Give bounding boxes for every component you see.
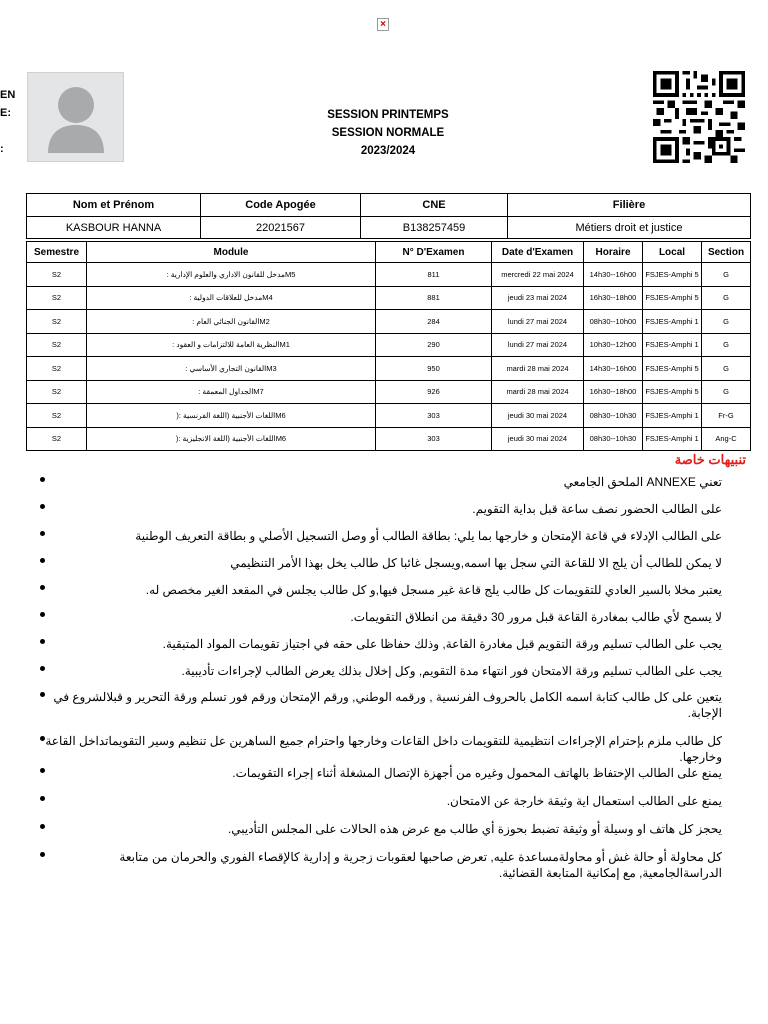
- row-exam-number: 881: [376, 286, 492, 310]
- student-info-table: [26, 193, 751, 239]
- note-text: يمنع على الطالب استعمال اية وثيقة خارجة عن الامتحان.: [446, 794, 722, 808]
- bullet-icon: [40, 796, 45, 801]
- row-section: G: [702, 333, 751, 357]
- row-local: FSJES-Amphi 5: [643, 263, 702, 287]
- bullet-icon: [40, 692, 45, 697]
- side-label-2: E:: [0, 107, 11, 119]
- bullet-icon: [40, 768, 45, 773]
- exam-row: [27, 404, 751, 428]
- row-horaire: 08h30--10h00: [584, 310, 643, 334]
- student-photo-placeholder: [27, 72, 124, 162]
- row-exam-date: mardi 28 mai 2024: [492, 380, 584, 404]
- row-semestre: S2: [27, 404, 87, 428]
- bullet-icon: [40, 666, 45, 671]
- row-module: M3القانون التجاري الأساسي :: [87, 357, 376, 381]
- note-item: [40, 555, 722, 571]
- exam-row: [27, 310, 751, 334]
- row-semestre: S2: [27, 286, 87, 310]
- row-horaire: 10h30--12h00: [584, 333, 643, 357]
- row-module: M7الجداول المعمقة :: [87, 380, 376, 404]
- row-exam-number: 811: [376, 263, 492, 287]
- bullet-icon: [40, 558, 45, 563]
- row-section: G: [702, 286, 751, 310]
- row-local: FSJES-Amphi 1: [643, 427, 702, 451]
- exam-row: [27, 333, 751, 357]
- exam-row: [27, 357, 751, 381]
- row-horaire: 16h30--18h00: [584, 380, 643, 404]
- row-exam-date: jeudi 30 mai 2024: [492, 427, 584, 451]
- qr-code-icon: [650, 71, 748, 163]
- session-header: [300, 106, 476, 160]
- row-semestre: S2: [27, 427, 87, 451]
- row-module: M1النظرية العامة للالتزامات و العقود :: [87, 333, 376, 357]
- side-label-3: :: [0, 143, 4, 155]
- note-item: [40, 793, 722, 809]
- row-local: FSJES-Amphi 5: [643, 357, 702, 381]
- row-local: FSJES-Amphi 5: [643, 380, 702, 404]
- note-text: كل طالب ملزم بإحترام الإجراءات انتظيمية للتقويمات داخل القاعات وخارجها واحترام جميع الساهرين عل تنظيم وسير التقويماتداخل القاعة وخارجها.: [45, 734, 722, 764]
- note-item: [40, 609, 722, 625]
- note-item: [40, 528, 722, 544]
- row-exam-date: lundi 27 mai 2024: [492, 310, 584, 334]
- row-semestre: S2: [27, 310, 87, 334]
- row-exam-date: lundi 27 mai 2024: [492, 333, 584, 357]
- bullet-icon: [40, 612, 45, 617]
- row-local: FSJES-Amphi 1: [643, 310, 702, 334]
- row-section: Ang-C: [702, 427, 751, 451]
- note-item: [40, 501, 722, 517]
- student-info-row: [27, 217, 751, 239]
- notes-title: تنبيهات خاصة: [674, 452, 746, 467]
- row-section: G: [702, 310, 751, 334]
- row-section: Fr-G: [702, 404, 751, 428]
- exam-row: [27, 286, 751, 310]
- row-module: M6اللغات الأجنبية (اللغة الانجليزية :(: [87, 427, 376, 451]
- note-text: تعني ANNEXE الملحق الجامعي: [563, 475, 722, 489]
- row-exam-date: mercredi 22 mai 2024: [492, 263, 584, 287]
- note-text: لا يمكن للطالب أن يلج الا للقاعة التي سجل بها اسمه,ويسجل غائبا كل طالب يخل بهذا الأمر التنظيمي: [230, 556, 722, 570]
- avatar-icon: [28, 73, 124, 162]
- student-filiere: Métiers droit et justice: [508, 217, 751, 239]
- note-item: [40, 849, 722, 881]
- row-module: M6اللغات الأجنبية (اللغة الفرنسية :(: [87, 404, 376, 428]
- row-horaire: 08h30--10h30: [584, 404, 643, 428]
- row-section: G: [702, 263, 751, 287]
- student-cne: B138257459: [361, 217, 508, 239]
- notes-list: [40, 474, 722, 881]
- row-exam-number: 284: [376, 310, 492, 334]
- note-item: [40, 474, 722, 490]
- row-exam-date: jeudi 30 mai 2024: [492, 404, 584, 428]
- row-semestre: S2: [27, 263, 87, 287]
- header-local: Local: [643, 242, 702, 263]
- note-item: [40, 821, 722, 837]
- note-text: يعتبر مخلا بالسير العادي للتقويمات كل طالب يلج قاعة غير مسجل فيها,و كل طالب يجلس في المقعد الغير مخصص له.: [145, 583, 722, 597]
- row-exam-date: mardi 28 mai 2024: [492, 357, 584, 381]
- broken-image-icon: ×: [377, 18, 389, 31]
- exam-header-row: [27, 242, 751, 263]
- note-text: يمنع على الطالب الإحتفاظ بالهاتف المحمول وغيره من أجهزة الإتصال المشغلة أثناء إجراء التقويمات.: [232, 766, 722, 780]
- row-local: FSJES-Amphi 5: [643, 286, 702, 310]
- header-filiere: Filière: [508, 194, 751, 217]
- row-exam-number: 926: [376, 380, 492, 404]
- row-horaire: 08h30--10h30: [584, 427, 643, 451]
- session-type: SESSION NORMALE: [331, 127, 445, 139]
- note-text: يتعين على كل طالب كتابة اسمه الكامل بالحروف الفرنسية , ورقمه الوطني, ورقم الإمتحان ورقم فور تسلم ورقة التحرير و قبلالشروع في الإجابة.: [53, 690, 722, 720]
- row-horaire: 16h30--18h00: [584, 286, 643, 310]
- exam-row: [27, 263, 751, 287]
- bullet-icon: [40, 477, 45, 482]
- row-exam-number: 303: [376, 404, 492, 428]
- exam-row: [27, 380, 751, 404]
- row-semestre: S2: [27, 380, 87, 404]
- note-item: [40, 636, 722, 652]
- note-text: على الطالب الحضور نصف ساعة قبل بداية التقويم.: [472, 502, 722, 516]
- note-item: [40, 733, 722, 765]
- header-code-apogee: Code Apogée: [201, 194, 361, 217]
- bullet-icon: [40, 504, 45, 509]
- row-exam-number: 303: [376, 427, 492, 451]
- side-label-1: EN: [0, 89, 16, 101]
- row-module: M4مدخل للعلاقات الدولية :: [87, 286, 376, 310]
- bullet-icon: [40, 585, 45, 590]
- bullet-icon: [40, 639, 45, 644]
- row-exam-number: 290: [376, 333, 492, 357]
- row-semestre: S2: [27, 333, 87, 357]
- note-text: يجب على الطالب تسليم ورقة التقويم قبل مغادرة القاعة, وذلك حفاظا على حقه في اجتياز تقويمات المواد المتبقية.: [162, 637, 722, 651]
- session-season: SESSION PRINTEMPS: [327, 109, 449, 121]
- row-module: M5مدخل للقانون الاداري والعلوم الإدارية :: [87, 263, 376, 287]
- header-horaire: Horaire: [584, 242, 643, 263]
- bullet-icon: [40, 531, 45, 536]
- student-name: KASBOUR HANNA: [27, 217, 201, 239]
- academic-year: 2023/2024: [360, 145, 416, 157]
- exam-row: [27, 427, 751, 451]
- note-text: يحجز كل هاتف او وسيلة أو وثيقة تضبط بحوزة أي طالب مع عرض هذه الحالات على المجلس التأديبي.: [227, 822, 722, 836]
- row-exam-number: 950: [376, 357, 492, 381]
- note-text: كل محاولة أو حالة غش أو محاولةمساعدة عليه, تعرض صاحبها لعقوبات زجرية و إدارية كالإقصاء الفوري والحرمان من متابعة الدراسةالجامعية, مع إمكانية المتابعة القضائية.: [119, 850, 722, 880]
- note-text: على الطالب الإدلاء في قاعة الإمتحان و خارجها بما يلي: بطاقة الطالب أو وصل التسجيل الأصلي و بطاقة التعريف الوطنية: [135, 529, 722, 543]
- header-semestre: Semestre: [27, 242, 87, 263]
- header-name: Nom et Prénom: [27, 194, 201, 217]
- row-semestre: S2: [27, 357, 87, 381]
- row-horaire: 14h30--16h00: [584, 263, 643, 287]
- bullet-icon: [40, 824, 45, 829]
- note-item: [40, 663, 722, 679]
- row-local: FSJES-Amphi 1: [643, 404, 702, 428]
- bullet-icon: [40, 736, 45, 741]
- note-item: [40, 582, 722, 598]
- row-local: FSJES-Amphi 1: [643, 333, 702, 357]
- row-module: M2القانون الجنائي العام :: [87, 310, 376, 334]
- header-cne: CNE: [361, 194, 508, 217]
- note-text: لا يسمح لأي طالب بمغادرة القاعة قبل مرور 30 دقيقة من انطلاق التقويمات.: [350, 610, 722, 624]
- student-code-apogee: 22021567: [201, 217, 361, 239]
- bullet-icon: [40, 852, 45, 857]
- header-section: Section: [702, 242, 751, 263]
- student-info-header-row: [27, 194, 751, 217]
- header-exam-number: N° D'Examen: [376, 242, 492, 263]
- row-exam-date: jeudi 23 mai 2024: [492, 286, 584, 310]
- note-item: [40, 689, 722, 721]
- exam-schedule-table: [26, 241, 751, 451]
- row-section: G: [702, 357, 751, 381]
- header-module: Module: [87, 242, 376, 263]
- note-item: [40, 765, 722, 781]
- row-horaire: 14h30--16h00: [584, 357, 643, 381]
- row-section: G: [702, 380, 751, 404]
- note-text: يجب على الطالب تسليم ورقة الامتحان فور انتهاء مدة التقويم, وكل إخلال بذلك يعرض الطالب لإجراءات تأديبية.: [181, 664, 722, 678]
- header-exam-date: Date d'Examen: [492, 242, 584, 263]
